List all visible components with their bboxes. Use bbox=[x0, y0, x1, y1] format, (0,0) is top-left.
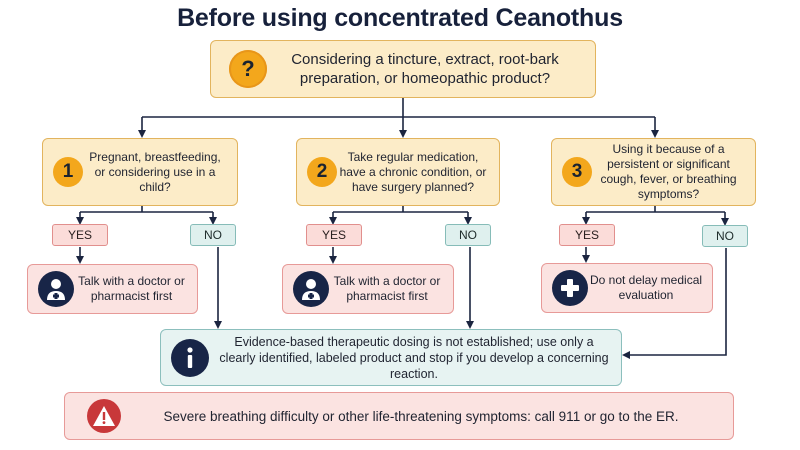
page-title: Before using concentrated Ceanothus bbox=[177, 4, 623, 32]
yes-label-2: YES bbox=[306, 224, 362, 246]
warning-icon bbox=[87, 399, 121, 433]
question-1-box bbox=[42, 138, 238, 206]
doctor-icon bbox=[38, 271, 74, 307]
no-label-2: NO bbox=[445, 224, 491, 246]
doctor-icon bbox=[293, 271, 329, 307]
yes-label-3: YES bbox=[559, 224, 615, 246]
question-3-box bbox=[551, 138, 756, 206]
medical-cross-icon bbox=[552, 270, 588, 306]
outcome-1-box bbox=[27, 264, 198, 314]
no-label-1: NO bbox=[190, 224, 236, 246]
outcome-2-text: Talk with a doctor or pharmacist first bbox=[333, 274, 441, 303]
question-icon: ? bbox=[229, 50, 267, 88]
question-3-text: Using it because of a persistent or significant cough, fever, or breathing symptoms? bbox=[600, 142, 737, 201]
question-2-box bbox=[296, 138, 500, 206]
yes-label-1: YES bbox=[52, 224, 108, 246]
no-label-3: NO bbox=[702, 225, 748, 247]
start-question-box bbox=[210, 40, 596, 98]
warning-text: Severe breathing difficulty or other life-threatening symptoms: call 911 or go to the ER. bbox=[163, 408, 679, 424]
number-badge-3: 3 bbox=[562, 157, 592, 187]
start-question-text: Considering a tincture, extract, root-bark preparation, or homeopathic product? bbox=[291, 51, 559, 87]
info-icon bbox=[171, 339, 209, 377]
question-1-text: Pregnant, breastfeeding, or considering use in a child? bbox=[89, 149, 221, 194]
info-box bbox=[160, 329, 622, 386]
number-badge-2: 2 bbox=[307, 157, 337, 187]
info-text: Evidence-based therapeutic dosing is not established; use only a clearly identified, labeled product and stop if you develop a concerning reaction. bbox=[219, 334, 609, 381]
outcome-3-text: Do not delay medical evaluation bbox=[589, 273, 703, 302]
number-badge-1: 1 bbox=[53, 157, 83, 187]
emergency-warning-box bbox=[64, 392, 734, 440]
outcome-2-box bbox=[282, 264, 454, 314]
question-2-text: Take regular medication, have a chronic condition, or have surgery planned? bbox=[339, 149, 487, 194]
outcome-1-text: Talk with a doctor or pharmacist first bbox=[78, 274, 185, 303]
outcome-3-box bbox=[541, 263, 713, 313]
